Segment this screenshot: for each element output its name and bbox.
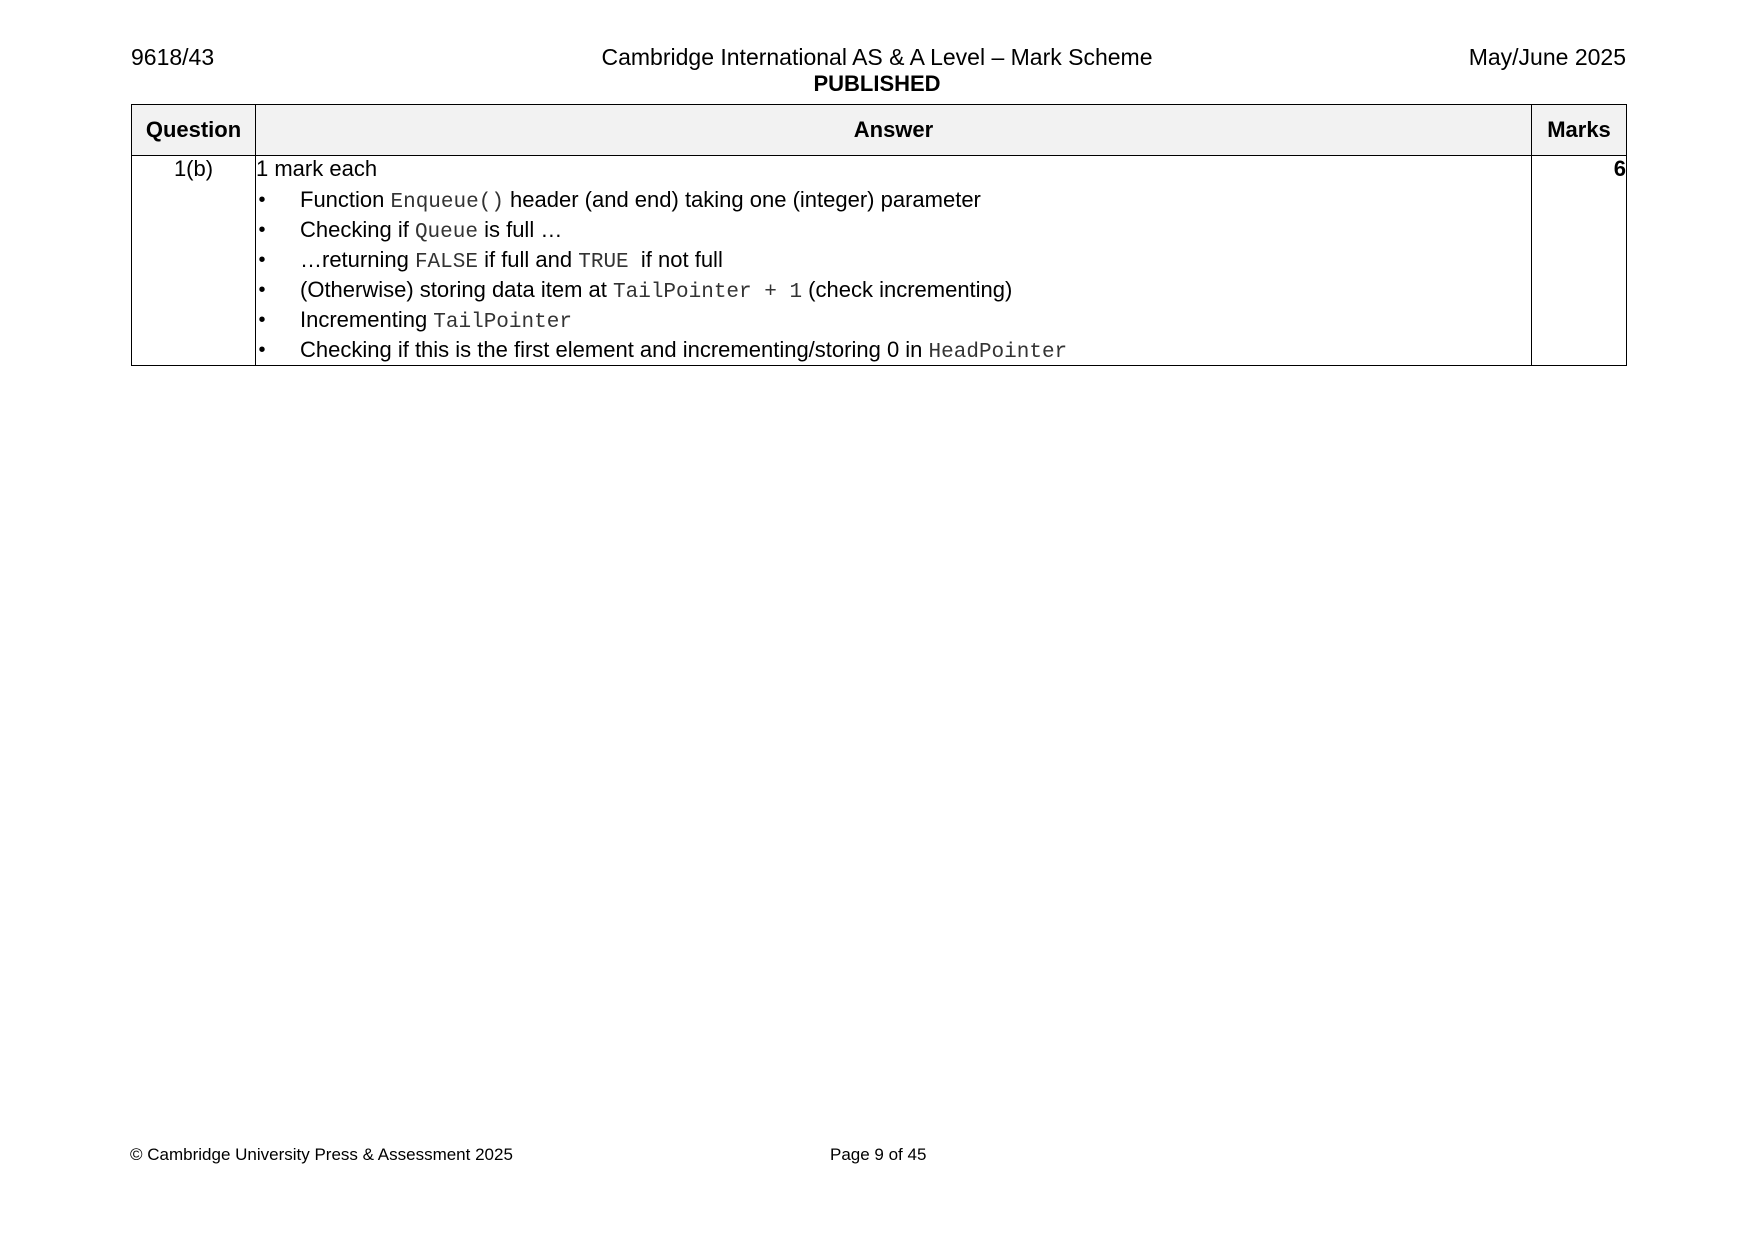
table-header-row [132,105,1627,156]
answer-text: Checking if [300,217,415,242]
published-label: PUBLISHED [813,71,941,96]
exam-session: May/June 2025 [1468,44,1626,70]
bullet-icon: • [258,189,266,211]
answer-cell [256,156,1532,366]
answer-text: …returning [300,247,415,272]
answer-text: if full and [477,247,579,272]
code-text: TailPointer [433,311,572,334]
document-title: Cambridge International AS & A Level – Mark Scheme [601,44,1153,70]
copyright-notice: © Cambridge University Press & Assessment 2025 [130,1145,513,1164]
answer-text: if not full [628,247,723,272]
list-item [256,185,1531,215]
code-text: FALSE [414,251,478,274]
column-header-answer: Answer [256,105,1532,156]
bullet-icon: • [258,339,266,361]
answer-bullet-list [256,185,1531,365]
list-item [256,335,1531,365]
page-number: Page 9 of 45 [830,1145,927,1164]
paper-code: 9618/43 [131,44,215,70]
list-item [256,245,1531,275]
code-text: TailPointer + 1 [613,281,803,304]
list-item [256,275,1531,305]
list-item [256,305,1531,335]
code-text: Enqueue() [390,191,504,214]
answer-intro: 1 mark each [256,156,378,181]
question-number: 1(b) [132,156,256,366]
answer-text: header (and end) taking one (integer) parameter [503,187,981,212]
mark-scheme-table [131,104,1627,366]
code-text: HeadPointer [928,341,1068,364]
code-text: Queue [414,221,478,244]
answer-text: (Otherwise) storing data item at [300,277,614,302]
answer-text: Function [300,187,391,212]
answer-text: (check incrementing) [802,277,1013,302]
bullet-icon: • [258,219,266,241]
bullet-icon: • [258,309,266,331]
marks-value: 6 [1532,156,1627,366]
bullet-icon: • [258,249,266,271]
list-item [256,215,1531,245]
answer-text: Checking if this is the first element and incrementing/storing 0 in [300,337,929,362]
table-row [132,156,1627,366]
answer-text: is full … [477,217,563,242]
column-header-question: Question [132,105,256,156]
answer-text: Incrementing [300,307,434,332]
column-header-marks: Marks [1532,105,1627,156]
code-text: TRUE [578,251,629,274]
bullet-icon: • [258,279,266,301]
